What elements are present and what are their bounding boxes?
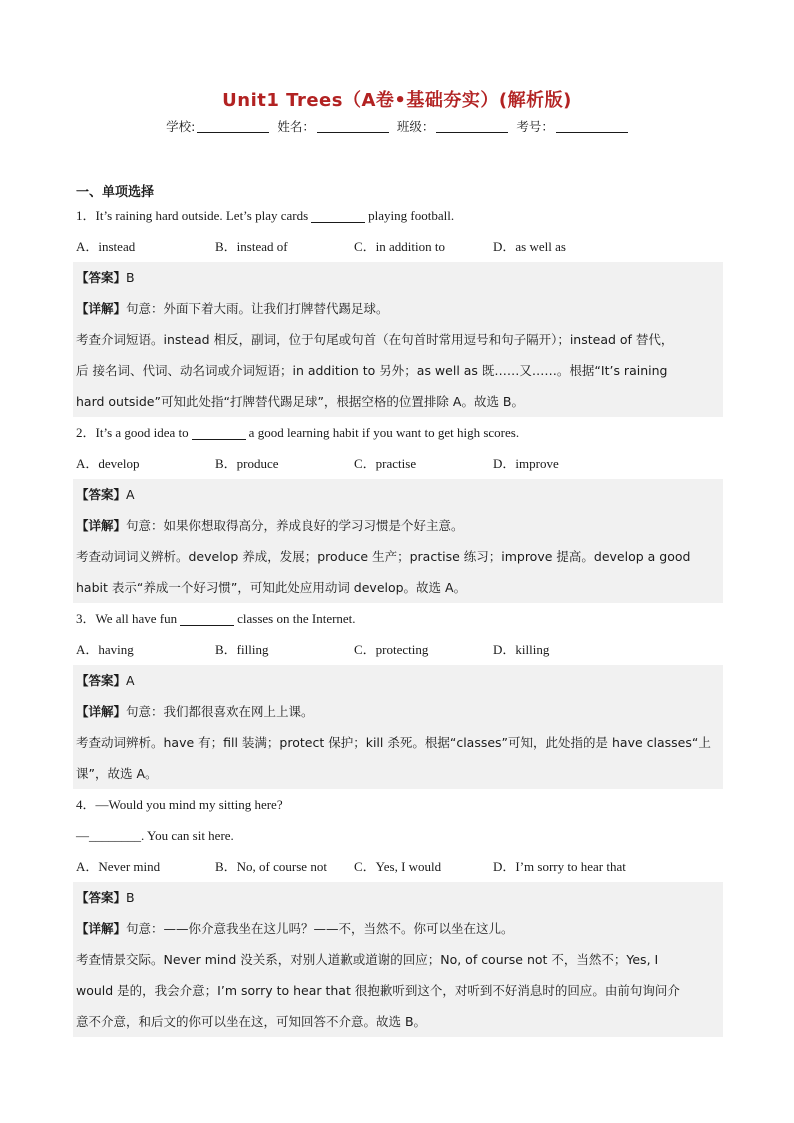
analysis-line: habit 表示“养成一个好习惯”，可知此处应用动词 develop。故选 A。 bbox=[76, 580, 467, 595]
answer-blank bbox=[180, 611, 234, 626]
answer-block bbox=[73, 479, 723, 603]
option-d: D．improve bbox=[493, 456, 559, 471]
detail-label: 【详解】 bbox=[76, 921, 127, 936]
question-3 bbox=[76, 603, 720, 789]
question-stem bbox=[76, 789, 720, 820]
question-number: 1． bbox=[76, 208, 96, 223]
translation-line bbox=[76, 293, 723, 324]
option-b: B．instead of bbox=[215, 239, 288, 254]
detail-label: 【详解】 bbox=[76, 518, 127, 533]
answer-line bbox=[76, 479, 723, 510]
stem-before: It’s raining hard outside. Let’s play cards bbox=[95, 208, 309, 223]
class-label: 班级： bbox=[396, 119, 435, 134]
option-c: C．practise bbox=[354, 456, 417, 471]
analysis-line: 后 接名词、代词、动名词或介词短语；in addition to 另外；as well as 既……又……。根据“It’s raining bbox=[76, 363, 668, 378]
option-d: D．as well as bbox=[493, 239, 566, 254]
answer-block bbox=[73, 262, 723, 417]
answer-block bbox=[73, 665, 723, 789]
stem-after: classes on the Internet. bbox=[237, 611, 356, 626]
translation: 句意：外面下着大雨。让我们打牌替代踢足球。 bbox=[126, 301, 389, 316]
stem-before: —Would you mind my sitting here? bbox=[95, 797, 283, 812]
option-d: D．I’m sorry to hear that bbox=[493, 859, 626, 874]
option-c: C．protecting bbox=[354, 642, 429, 657]
analysis-line: 考查情景交际。Never mind 没关系，对别人道歉或道谢的回应；No, of course not 不，当然不；Yes, I bbox=[76, 952, 659, 967]
question-stem bbox=[76, 603, 720, 634]
translation: 句意：我们都很喜欢在网上上课。 bbox=[126, 704, 314, 719]
answer-label: 【答案】 bbox=[76, 673, 127, 688]
option-a: A．having bbox=[76, 642, 134, 657]
stem-before: We all have fun bbox=[95, 611, 178, 626]
student-info-line bbox=[0, 117, 794, 135]
answer-line bbox=[76, 882, 723, 913]
option-b: B．filling bbox=[215, 642, 269, 657]
number-label: 考号： bbox=[516, 119, 554, 134]
stem-after: playing football. bbox=[368, 208, 455, 223]
question-4 bbox=[76, 789, 720, 1037]
question-2 bbox=[76, 417, 720, 603]
answer-label: 【答案】 bbox=[76, 890, 127, 905]
option-a: A．Never mind bbox=[76, 859, 161, 874]
detail-label: 【详解】 bbox=[76, 704, 127, 719]
class-blank bbox=[436, 119, 508, 133]
detail-label: 【详解】 bbox=[76, 301, 127, 316]
translation: 句意：——你介意我坐在这儿吗？——不，当然不。你可以坐在这儿。 bbox=[126, 921, 514, 936]
translation-line bbox=[76, 913, 723, 944]
answer-value: B bbox=[126, 270, 135, 285]
analysis-line: 考查介词短语。instead 相反，副词，位于句尾或句首（在句首时常用逗号和句子隔开）；instead of 替代， bbox=[76, 332, 674, 347]
question-stem bbox=[76, 200, 720, 231]
option-b: B．No, of course not bbox=[215, 859, 327, 874]
options-row bbox=[76, 448, 720, 479]
question-1 bbox=[76, 200, 720, 417]
option-c: C．in addition to bbox=[354, 239, 446, 254]
answer-value: A bbox=[126, 487, 135, 502]
question-stem-line-2: —________. You can sit here. bbox=[76, 828, 234, 843]
option-c: C．Yes, I would bbox=[354, 859, 442, 874]
option-a: A．instead bbox=[76, 239, 136, 254]
options-row bbox=[76, 231, 720, 262]
analysis-line: would 是的，我会介意；I’m sorry to hear that 很抱歉听到这个，对听到不好消息时的回应。由前句询问介 bbox=[76, 983, 680, 998]
answer-blank bbox=[311, 208, 365, 223]
question-number: 4． bbox=[76, 797, 96, 812]
translation-line bbox=[76, 696, 723, 727]
options-row bbox=[76, 851, 720, 882]
options-row bbox=[76, 634, 720, 665]
analysis-line: 课”，故选 A。 bbox=[76, 766, 158, 781]
number-blank bbox=[556, 119, 628, 133]
question-number: 3． bbox=[76, 611, 96, 626]
option-d: D．killing bbox=[493, 642, 550, 657]
answer-label: 【答案】 bbox=[76, 270, 127, 285]
translation-line bbox=[76, 510, 723, 541]
analysis-line: 考查动词辨析。have 有；fill 装满；protect 保护；kill 杀死。根据“classes”可知，此处指的是 have classes“上 bbox=[76, 735, 711, 750]
option-b: B．produce bbox=[215, 456, 279, 471]
analysis-line: 考查动词词义辨析。develop 养成，发展；produce 生产；practise 练习；improve 提高。develop a good bbox=[76, 549, 691, 564]
analysis-line: hard outside”可知此处指“打牌替代踢足球”，根据空格的位置排除 A。故选 B。 bbox=[76, 394, 524, 409]
answer-block bbox=[73, 882, 723, 1037]
answer-line bbox=[76, 262, 723, 293]
question-stem bbox=[76, 417, 720, 448]
question-number: 2． bbox=[76, 425, 96, 440]
school-blank bbox=[197, 119, 269, 133]
option-a: A．develop bbox=[76, 456, 140, 471]
section-heading: 一、单项选择 bbox=[76, 185, 155, 200]
answer-value: A bbox=[126, 673, 135, 688]
translation: 句意：如果你想取得高分，养成良好的学习习惯是个好主意。 bbox=[126, 518, 464, 533]
school-label: 学校: bbox=[166, 119, 196, 134]
answer-line bbox=[76, 665, 723, 696]
stem-before: It’s a good idea to bbox=[95, 425, 189, 440]
name-blank bbox=[317, 119, 389, 133]
stem-after: a good learning habit if you want to get high scores. bbox=[248, 425, 520, 440]
name-label: 姓名： bbox=[277, 119, 315, 134]
answer-label: 【答案】 bbox=[76, 487, 127, 502]
answer-blank bbox=[192, 425, 246, 440]
questions-list bbox=[76, 200, 720, 1037]
answer-value: B bbox=[126, 890, 135, 905]
analysis-line: 意不介意，和后文的你可以坐在这，可知回答不介意。故选 B。 bbox=[76, 1014, 427, 1029]
document-title: Unit1 Trees（A卷•基础夯实）(解析版) bbox=[222, 90, 572, 111]
